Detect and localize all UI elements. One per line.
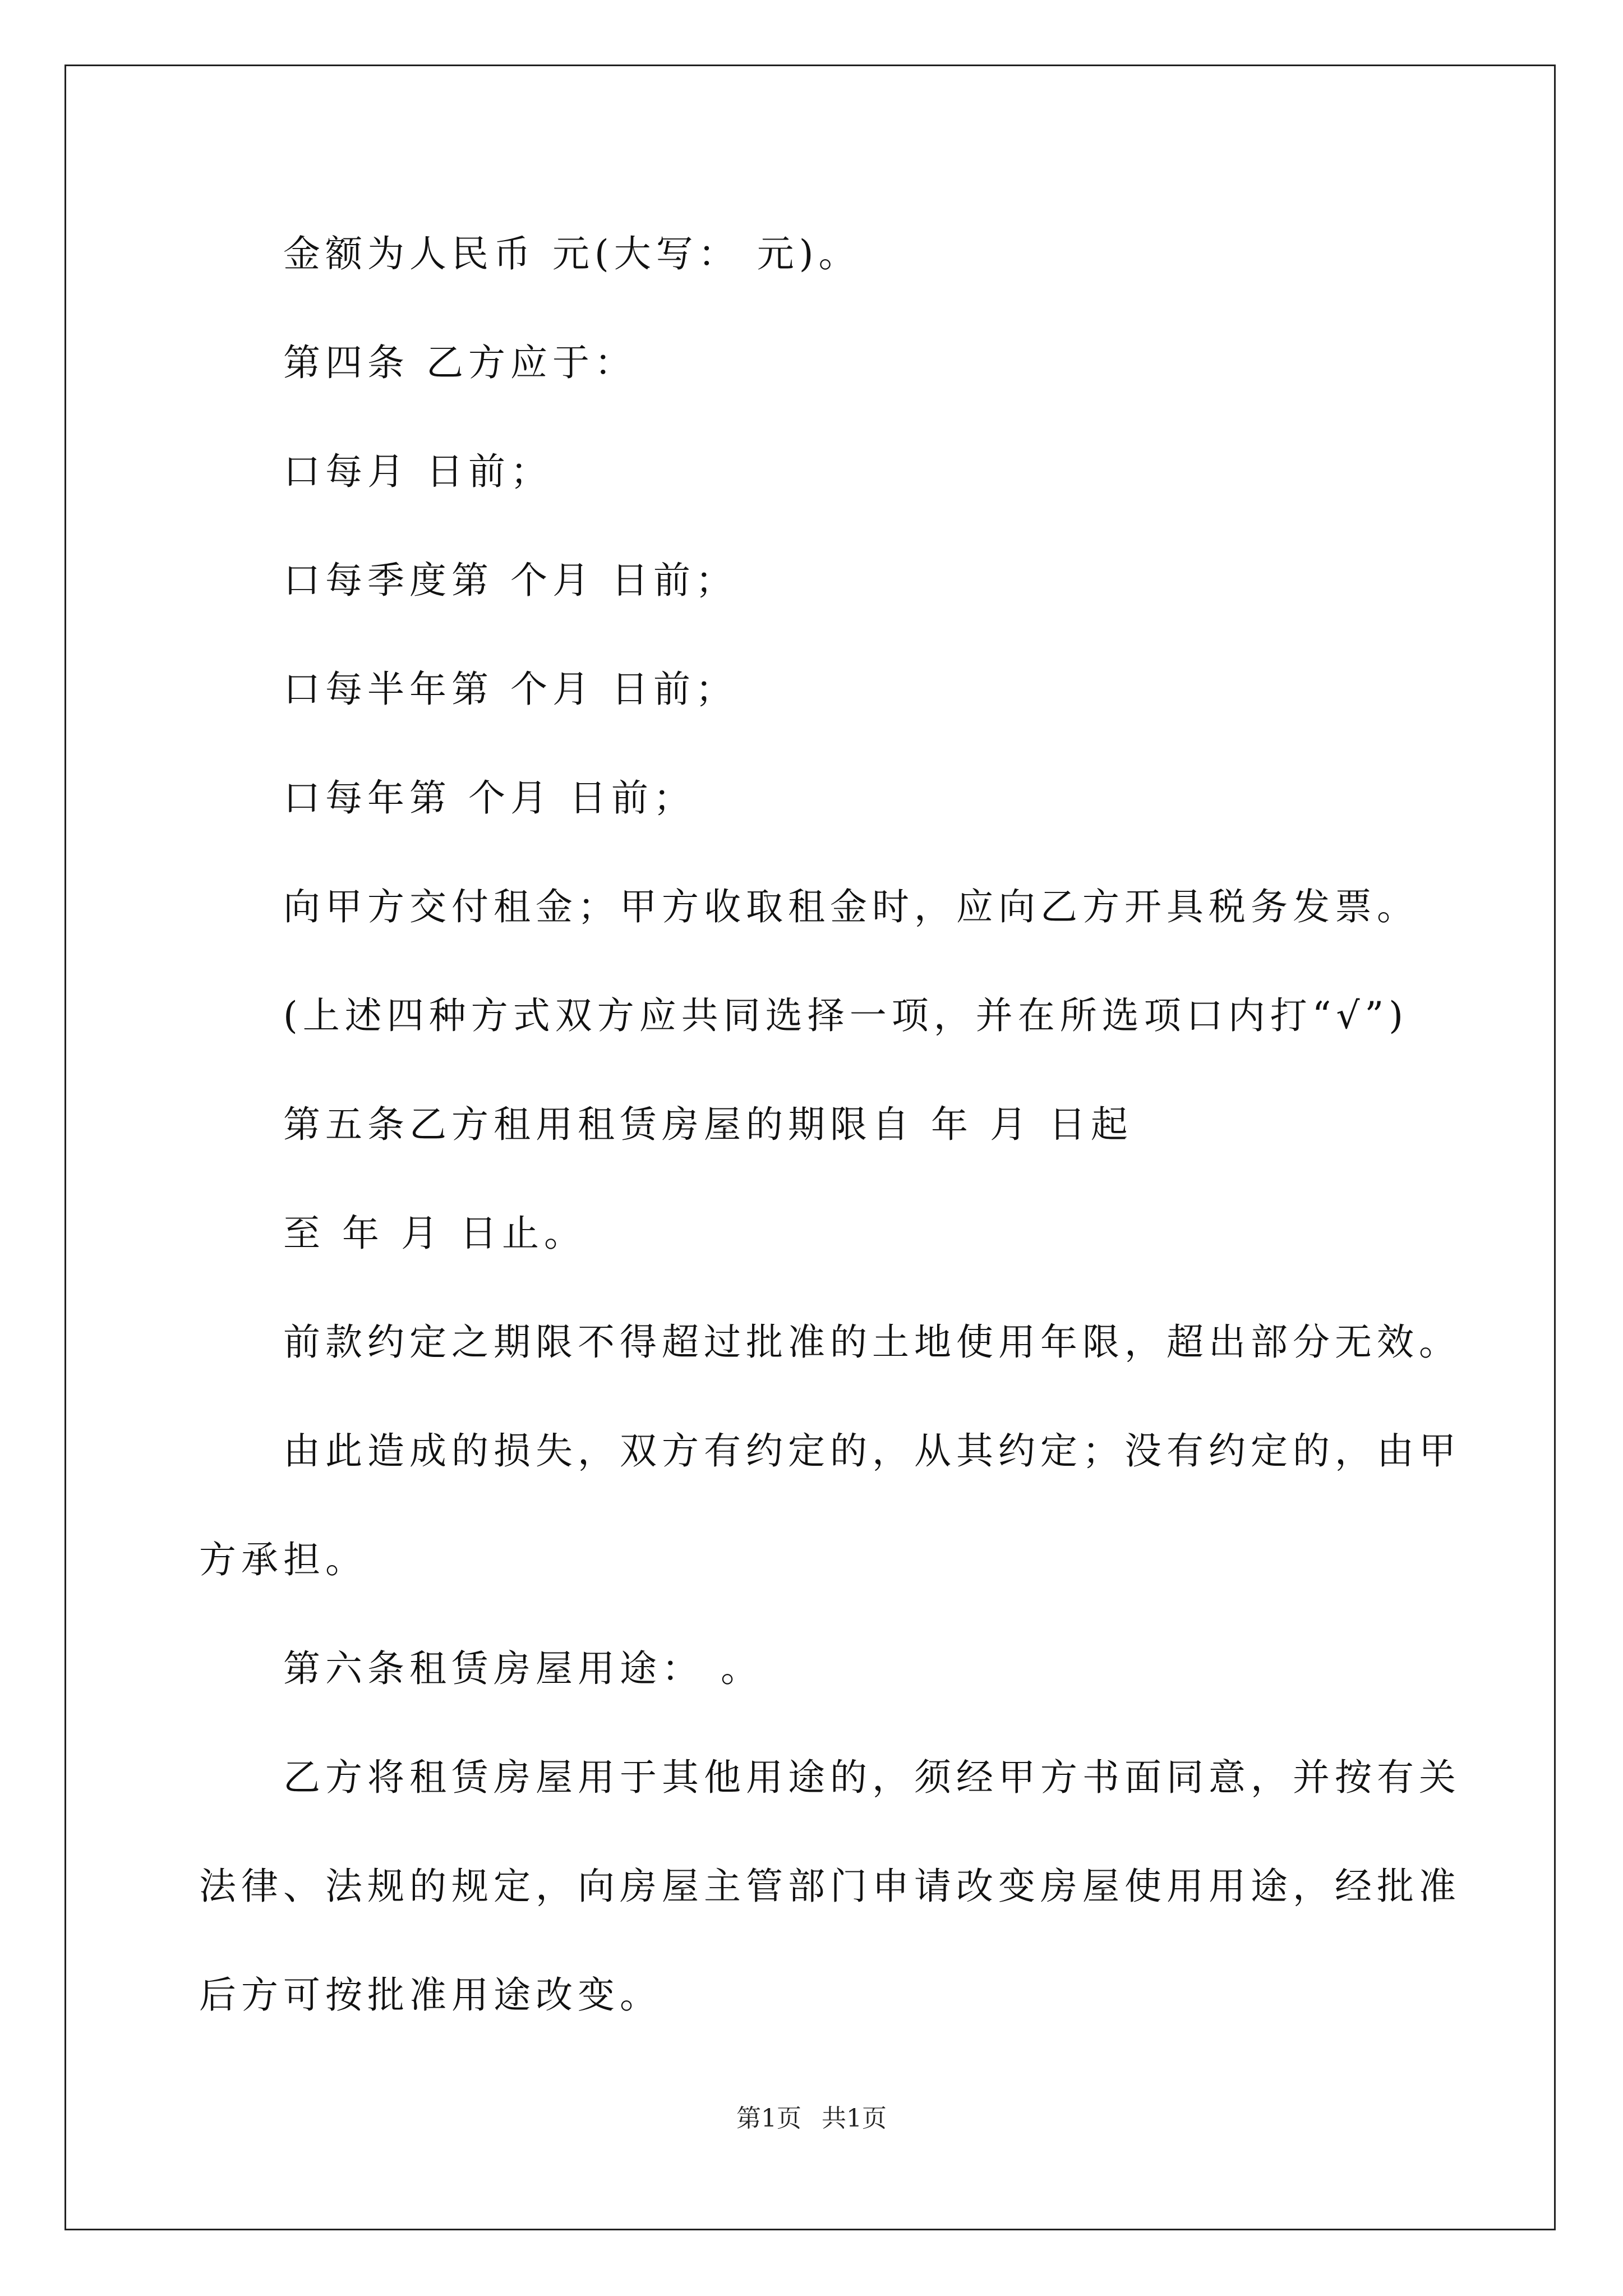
paragraph-usage-change-line3 [199,1968,662,2022]
page-footer [0,2098,1623,2134]
paragraph-article-4 [283,336,637,390]
text-line: 至 年 月 日止。 [283,1212,586,1255]
text-line: 第四条 乙方应于： [283,341,637,384]
text-line: 口每半年第 个月 日前； [283,668,737,711]
text-line: (上述四种方式双方应共同选择一项，并在所选项口内打“√”) [283,994,1409,1037]
text-line: 口每月 日前； [283,450,552,493]
text-line: 口每年第 个月 日前； [283,776,695,820]
paragraph-usage-change [283,1751,1461,1805]
page-total: 共1页 [822,2104,887,2133]
text-line: 前款约定之期限不得超过批准的土地使用年限，超出部分无效。 [283,1320,1461,1364]
text-line: 第五条乙方租用租赁房屋的期限自 年 月 日起 [283,1103,1133,1146]
text-line: 法律、法规的规定，向房屋主管部门申请改变房屋使用用途，经批准 [199,1865,1461,1908]
paragraph-loss [283,1424,1461,1478]
option-half-yearly [283,662,737,716]
paragraph-amount [283,227,860,281]
paragraph-selection-note [283,989,1408,1043]
paragraph-term-limit [283,1315,1461,1369]
page-number: 第1页 [736,2104,801,2133]
paragraph-term-end [283,1207,586,1260]
option-monthly [283,445,552,499]
paragraph-loss-continued [199,1533,367,1587]
text-line: 后方可按批准用途改变。 [199,1973,662,2017]
option-yearly [283,771,695,825]
paragraph-payment [283,880,1419,934]
text-line: 口每季度第 个月 日前； [283,559,737,602]
text-line: 乙方将租赁房屋用于其他用途的，须经甲方书面同意，并按有关 [283,1756,1461,1799]
paragraph-article-6 [283,1642,763,1696]
option-quarterly [283,554,737,608]
text-line: 由此造成的损失，双方有约定的，从其约定；没有约定的，由甲 [283,1429,1461,1473]
text-line: 金额为人民币 元(大写： 元)。 [283,232,861,275]
paragraph-article-5 [283,1098,1133,1152]
text-line: 方承担。 [199,1538,367,1581]
text-line: 第六条租赁房屋用途： 。 [283,1647,763,1690]
text-line: 向甲方交付租金；甲方收取租金时，应向乙方开具税务发票。 [283,885,1419,928]
paragraph-usage-change-line2 [199,1860,1461,1913]
